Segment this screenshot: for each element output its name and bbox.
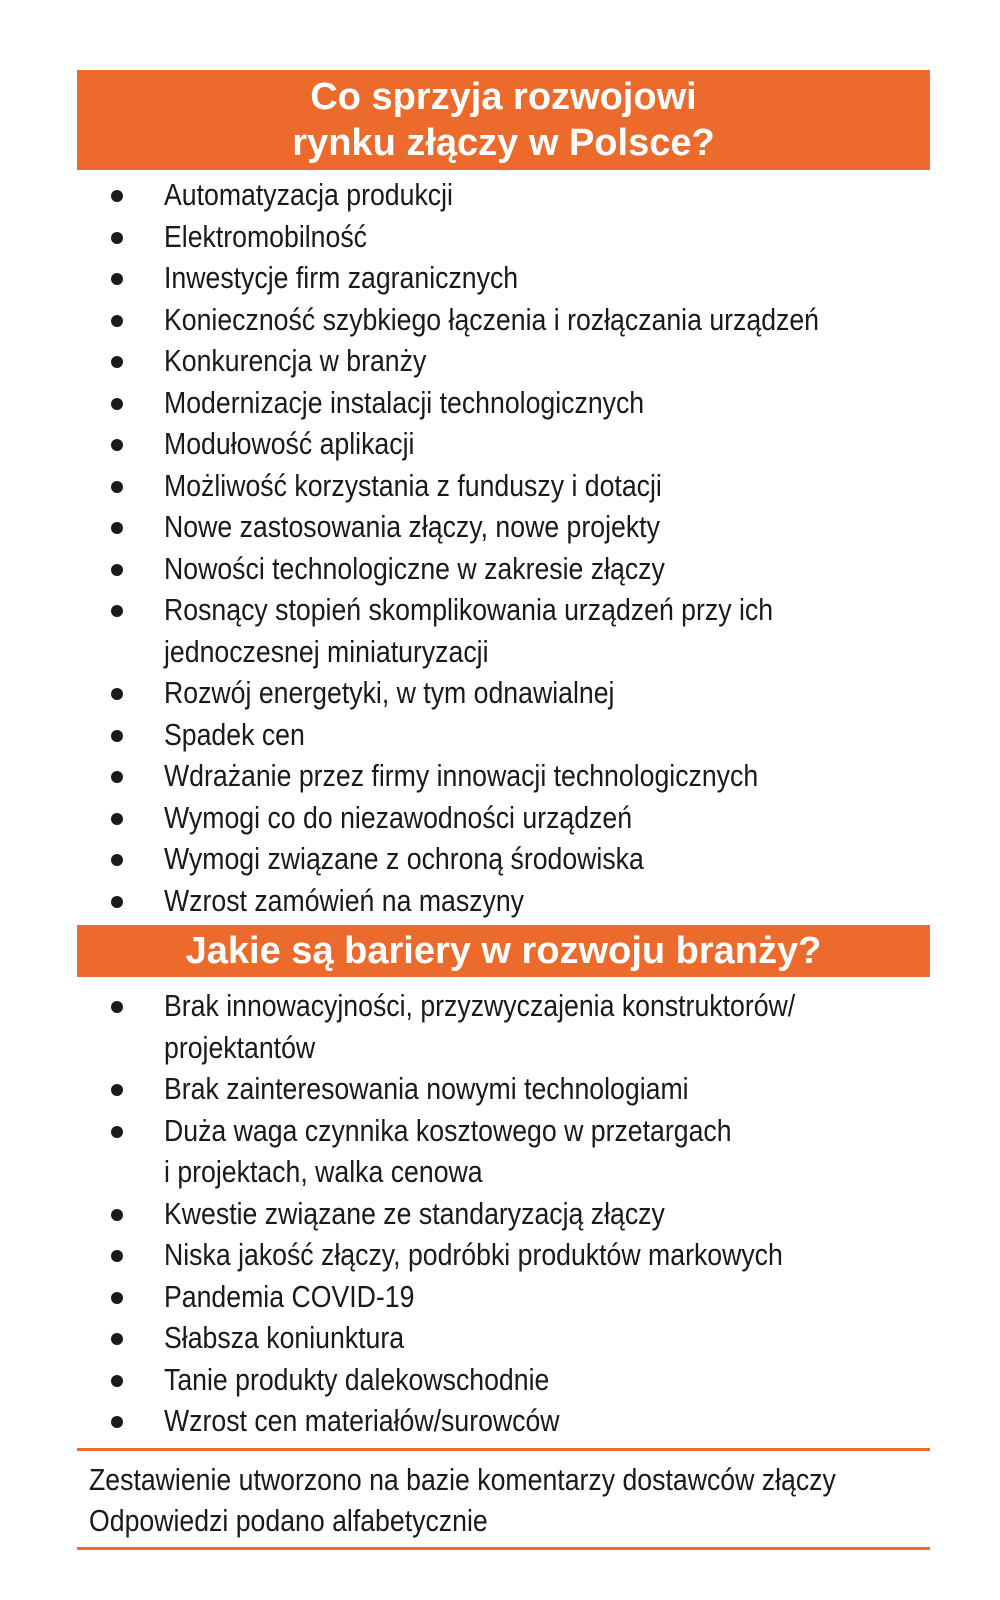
bullet-icon [111,1250,123,1262]
list-item: Kwestie związane ze standaryzacją złączy [77,1193,930,1235]
list-item: Brak zainteresowania nowymi technologiami [77,1068,930,1110]
list-item: Nowości technologiczne w zakresie złączy [77,548,930,590]
list-item: Wymogi co do niezawodności urządzeń [77,797,930,839]
bullet-icon [111,730,123,742]
bullet-icon [111,356,123,368]
list-item: Brak innowacyjności, przyzwyczajenia konstruktorów/ [77,985,930,1027]
bullet-icon [111,232,123,244]
list-item: Konkurencja w branży [77,340,930,382]
barriers-title: Jakie są bariery w rozwoju branży? [185,930,822,972]
bullet-icon [111,605,123,617]
footer-note-line2: Odpowiedzi podano alfabetycznie [89,1502,488,1538]
list-item: Modułowość aplikacji [77,423,930,465]
list-item: Pandemia COVID-19 [77,1276,930,1318]
list-item: Rosnący stopień skomplikowania urządzeń przy ich [77,589,930,631]
list-item: Modernizacje instalacji technologicznych [77,382,930,424]
list-item: Wzrost zamówień na maszyny [77,880,930,922]
list-item: Możliwość korzystania z funduszy i dotacji [77,465,930,507]
bullet-icon [111,1126,123,1138]
footer-note-box [77,1448,930,1550]
bullet-icon [111,315,123,327]
list-item: Nowe zastosowania złączy, nowe projekty [77,506,930,548]
barriers-header [77,925,930,977]
bullet-icon [111,273,123,285]
list-item: Słabsza koniunktura [77,1317,930,1359]
bullet-icon [111,1292,123,1304]
drivers-list [77,170,930,925]
list-item: Wdrażanie przez firmy innowacji technologicznych [77,755,930,797]
list-item-continuation: projektantów [164,1029,316,1065]
bullet-icon [111,1416,123,1428]
bullet-icon [111,564,123,576]
infobox-panel [77,70,930,1550]
footer-note-line1: Zestawienie utworzono na bazie komentarzy dostawców złączy [89,1461,836,1497]
list-item: Wymogi związane z ochroną środowiska [77,838,930,880]
bullet-icon [111,771,123,783]
list-item: Konieczność szybkiego łączenia i rozłączania urządzeń [77,299,930,341]
list-item: Tanie produkty dalekowschodnie [77,1359,930,1401]
drivers-title-line1: Co sprzyja rozwojowi [310,76,697,118]
bullet-icon [111,1333,123,1345]
bullet-icon [111,522,123,534]
list-item-continuation: i projektach, walka cenowa [164,1154,483,1189]
list-item: Elektromobilność [77,216,930,258]
bullet-icon [111,896,123,908]
drivers-header [77,70,930,170]
bullet-icon [111,1001,123,1013]
list-item: Spadek cen [77,714,930,756]
list-item: Wzrost cen materiałów/surowców [77,1400,930,1442]
list-item-continuation: jednoczesnej miniaturyzacji [164,633,489,669]
bullet-icon [111,688,123,700]
drivers-title-line2: rynku złączy w Polsce? [292,122,715,164]
bullet-icon [111,1209,123,1221]
bullet-icon [111,1375,123,1387]
bullet-icon [111,854,123,866]
bullet-icon [111,190,123,202]
list-item: Niska jakość złączy, podróbki produktów markowych [77,1234,930,1276]
list-item: Rozwój energetyki, w tym odnawialnej [77,672,930,714]
bullet-icon [111,813,123,825]
bullet-icon [111,398,123,410]
barriers-list [77,977,930,1448]
bullet-icon [111,1084,123,1096]
list-item: Duża waga czynnika kosztowego w przetargach [77,1110,930,1152]
bullet-icon [111,439,123,451]
list-item: Automatyzacja produkcji [77,174,930,216]
bullet-icon [111,481,123,493]
list-item: Inwestycje firm zagranicznych [77,257,930,299]
